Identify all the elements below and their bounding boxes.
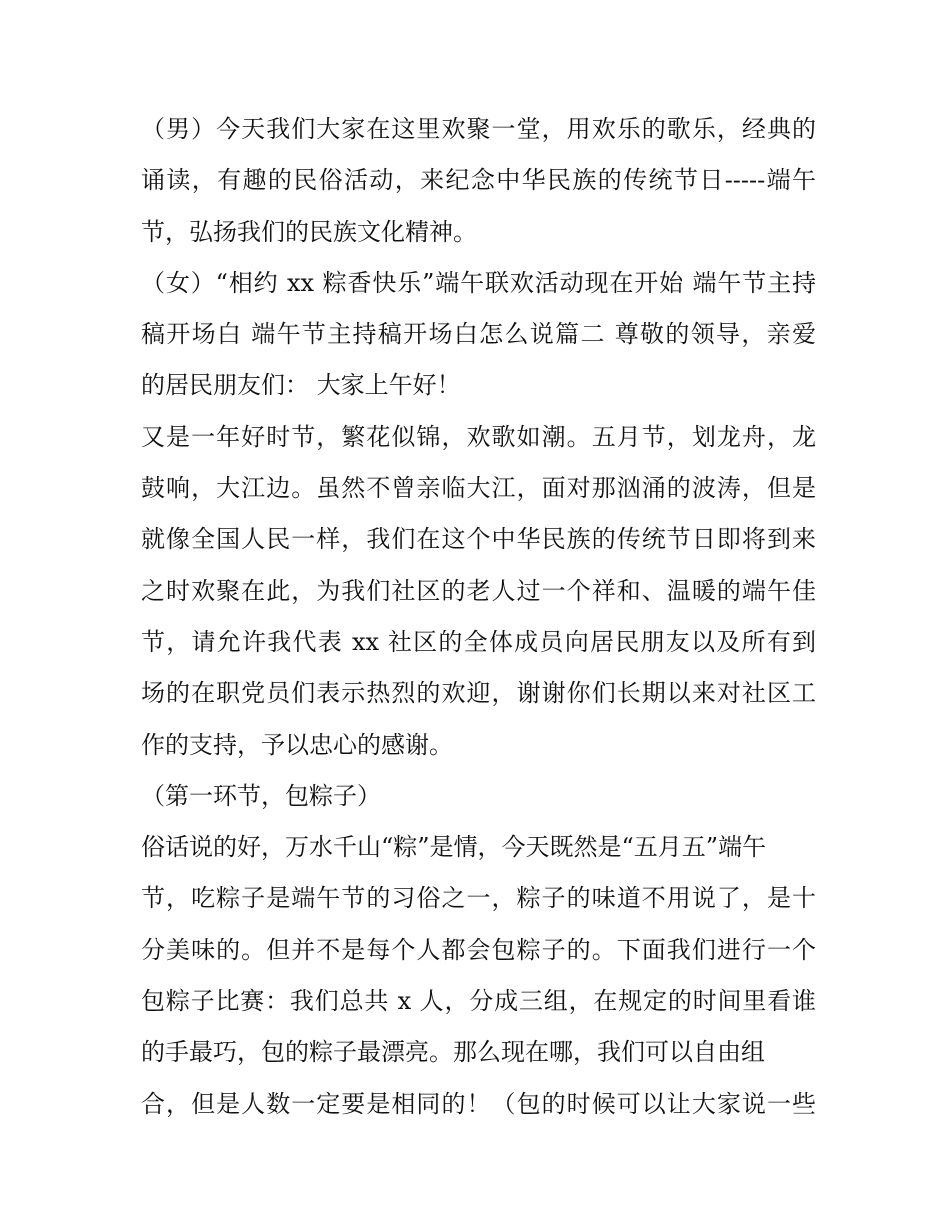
text-line: 的居民朋友们： 大家上午好！ (141, 371, 461, 400)
text-line: 俗话说的好，万水千山“粽”是情，今天既然是“五月五”端午 (141, 833, 767, 862)
text-line: 节，请允许我代表 xx 社区的全体成员向居民朋友以及所有到 (141, 627, 816, 656)
text-line: 的手最巧，包的粽子最漂亮。那么现在哪，我们可以自由组 (141, 1038, 765, 1067)
text-line: （女）“相约 xx 粽香快乐”端午联欢活动现在开始 端午节主持 (141, 268, 816, 297)
text-line: 之时欢聚在此，为我们社区的老人过一个祥和、温暖的端午佳 (141, 576, 816, 605)
text-line: 场的在职党员们表示热烈的欢迎，谢谢你们长期以来对社区工 (141, 679, 816, 708)
text-line: 合，但是人数一定要是相同的！（包的时候可以让大家说一些 (141, 1089, 816, 1118)
text-line: 就像全国人民一样，我们在这个中华民族的传统节日即将到来 (141, 525, 816, 554)
text-line: 节，吃粽子是端午节的习俗之一，粽子的味道不用说了，是十 (141, 884, 816, 913)
text-line: 包粽子比赛：我们总共 x 人，分成三组，在规定的时间里看谁 (141, 987, 816, 1016)
text-line: 鼓响，大江边。虽然不曾亲临大江，面对那汹涌的波涛，但是 (141, 474, 816, 503)
text-line: 分美味的。但并不是每个人都会包粽子的。下面我们进行一个 (141, 935, 816, 964)
text-line: （男）今天我们大家在这里欢聚一堂，用欢乐的歌乐，经典的 (141, 115, 816, 143)
document-body (141, 104, 816, 1130)
text-line: 诵读，有趣的民俗活动，来纪念中华民族的传统节日-----端午 (141, 166, 816, 195)
text-line: 作的支持，予以忠心的感谢。 (141, 730, 453, 759)
text-line: 稿开场白 端午节主持稿开场白怎么说篇二 尊敬的领导，亲爱 (141, 320, 816, 349)
text-line: （第一环节，包粽子） (141, 781, 381, 810)
text-line: 又是一年好时节，繁花似锦，欢歌如潮。五月节，划龙舟，龙 (141, 422, 816, 451)
text-line: 节，弘扬我们的民族文化精神。 (141, 217, 477, 246)
